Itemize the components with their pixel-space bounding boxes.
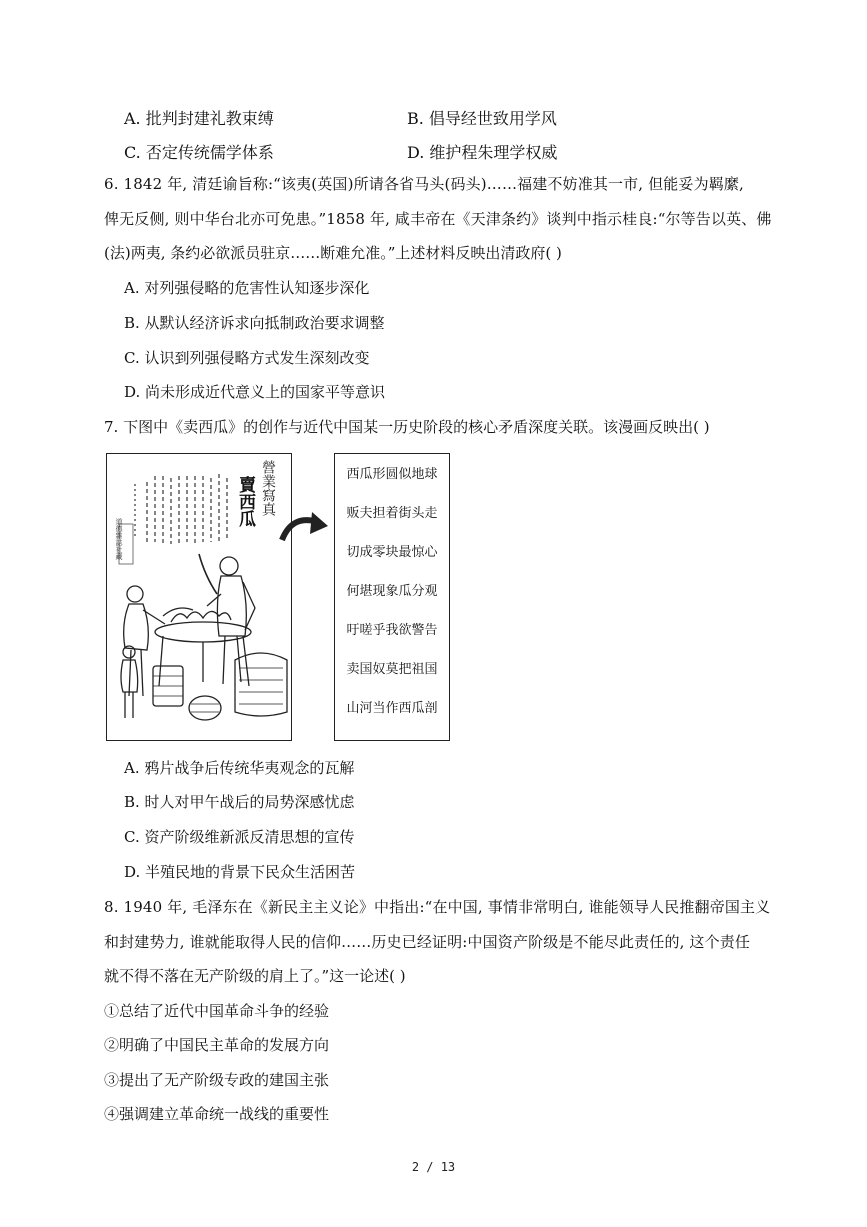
q6-option-d: D. 尚未形成近代意义上的国家平等意识 [124,383,386,401]
q7-option-b: B. 时人对甲午战后的局势深感忧虑 [124,793,355,811]
watermelon-cartoon-image [106,453,292,741]
q6-option-c: C. 认识到列强侵略方式发生深刻改变 [124,349,370,367]
q5-option-d: D. 维护程朱理学权威 [407,143,558,162]
poem-line-1: 西瓜形圆似地球 [346,467,438,482]
poem-line-3: 切成零块最惊心 [346,545,438,560]
poem-line-6: 卖国奴莫把祖国 [346,662,438,677]
q8-stem-line-2: 和封建势力, 谁就能取得人民的信仰……历史已经证明:中国资产阶级是不能尽此责任的, 这个责任 [104,933,751,951]
q8-stem-line-1: 8. 1940 年, 毛泽东在《新民主主义论》中指出:“在中国, 事情非常明白, 谁能领导人民推翻帝国主义 [104,898,771,916]
q5-option-c: C. 否定传统儒学体系 [124,143,274,162]
q8-item-2: ②明确了中国民主革命的发展方向 [104,1036,330,1054]
q6-option-b: B. 从默认经济诉求向抵制政治要求调整 [124,314,385,332]
q5-options-row-2 [124,140,744,160]
poem-line-4: 何堪现象瓜分观 [346,584,438,599]
poem-line-7: 山河当作西瓜剖 [346,701,438,716]
q7-stem: 7. 下图中《卖西瓜》的创作与近代中国某一历史阶段的核心矛盾深度关联。该漫画反映出( ) [104,418,710,436]
q5-option-a: A. 批判封建礼教束缚 [124,109,274,128]
q8-item-3: ③提出了无产阶级专政的建国主张 [104,1071,330,1089]
q6-option-a: A. 对列强侵略的危害性认知逐步深化 [124,279,370,297]
q8-item-1: ①总结了近代中国革命斗争的经验 [104,1002,330,1020]
q6-stem-line-2: 俾无反侧, 则中华台北亦可免患。”1858 年, 咸丰帝在《天津条约》谈判中指示桂良:“尔等告以英、佛 [104,210,772,228]
q7-option-a: A. 鸦片战争后传统华夷观念的瓦解 [124,759,355,777]
cartoon-title: 賣西瓜 [235,476,255,527]
q5-options-row-1 [124,106,744,126]
q5-option-b: B. 倡导经世致用学风 [407,109,557,128]
curved-arrow-icon [278,510,330,550]
q6-stem-line-3: (法)两夷, 条约必欲派员驻京……断难允准。”上述材料反映出清政府( ) [104,244,562,262]
cartoon-side-note: 道德雜誌社藏 [115,518,123,560]
page-number: 2 / 13 [411,1160,456,1174]
cartoon-corner-text: 營業寫真 [260,460,276,516]
poem-line-5: 吁嗟乎我欲警告 [346,623,438,638]
q7-option-d: D. 半殖民地的背景下民众生活困苦 [124,863,356,881]
q7-option-c: C. 资产阶级维新派反清思想的宣传 [124,828,355,846]
q6-stem-line-1: 6. 1842 年, 清廷谕旨称:“该夷(英国)所请各省马头(码头)……福建不妨准其一市, 但能妥为羁縻, [104,175,744,193]
poem-line-2: 贩夫担着街头走 [346,506,438,521]
poem-text-box [334,453,450,741]
q8-stem-line-3: 就不得不落在无产阶级的肩上了。”这一论述( ) [104,967,406,985]
q8-item-4: ④强调建立革命统一战线的重要性 [104,1105,330,1123]
